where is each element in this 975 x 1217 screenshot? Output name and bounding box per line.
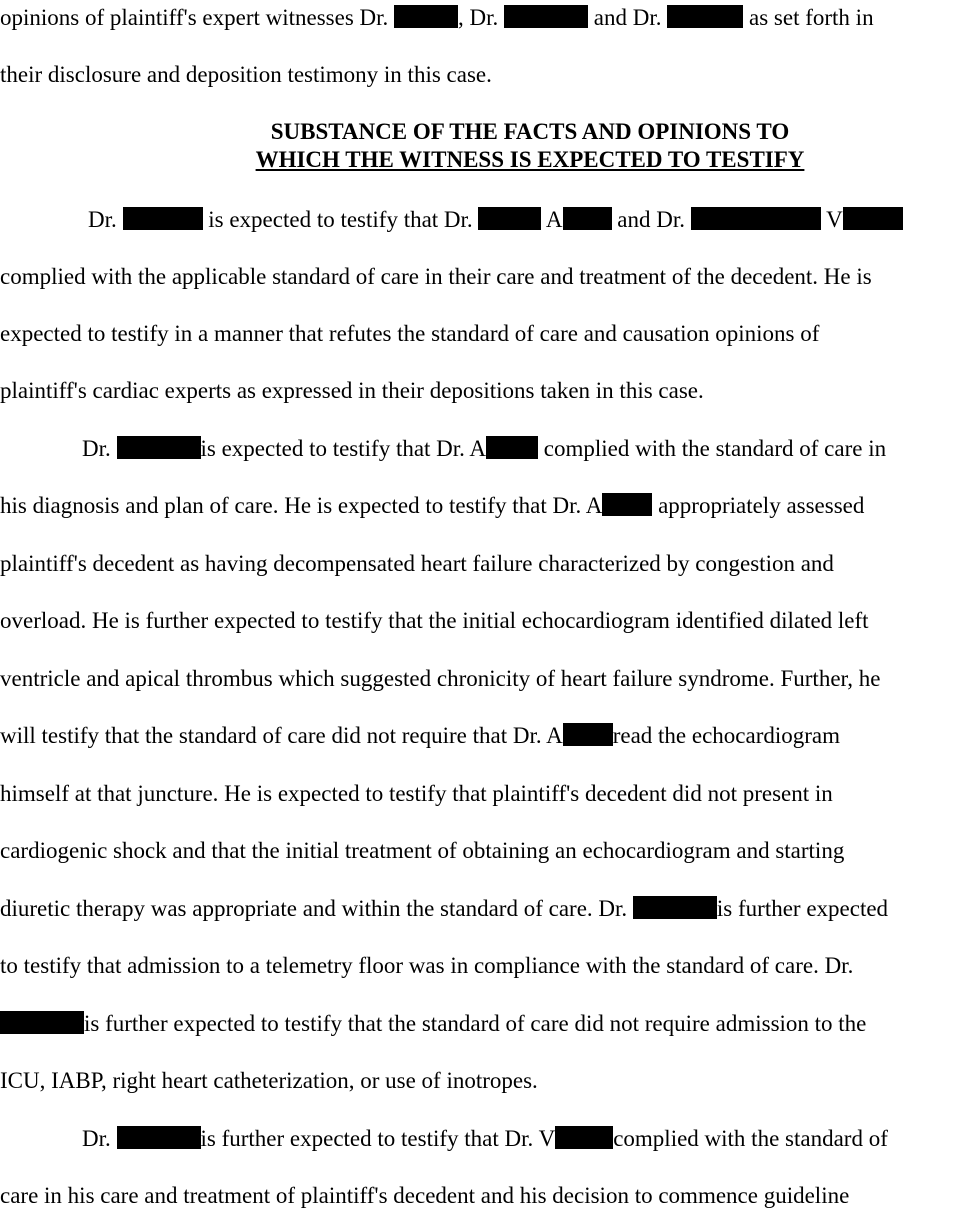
text-line <box>0 3 874 33</box>
text-segment: as set forth in <box>743 5 874 30</box>
text-line <box>0 606 869 636</box>
text-segment: overload. He is further expected to testify that the initial echocardiogram identified dilated left <box>0 608 869 633</box>
text-segment: , Dr. <box>458 5 505 30</box>
redaction-block <box>667 5 743 28</box>
text-line <box>0 319 819 349</box>
text-segment: is further expected to testify that Dr. V <box>200 1126 556 1151</box>
text-segment: cardiogenic shock and that the initial treatment of obtaining an echocardiogram and starting <box>0 838 845 863</box>
text-line <box>0 1009 866 1039</box>
redaction-block <box>633 896 717 919</box>
text-line <box>0 1066 538 1096</box>
text-segment: Dr. <box>88 207 123 232</box>
redaction-block <box>117 1126 201 1149</box>
text-line <box>0 836 844 866</box>
text-segment: plaintiff's cardiac experts as expressed in their depositions taken in this case. <box>0 378 704 403</box>
text-segment: himself at that juncture. He is expected to testify that plaintiff's decedent did not present in <box>0 781 833 806</box>
redaction-block <box>0 1011 84 1034</box>
text-line <box>0 664 880 694</box>
text-segment: plaintiff's decedent as having decompensated heart failure characterized by congestion and <box>0 551 834 576</box>
redaction-block <box>563 723 613 746</box>
text-line <box>0 60 492 90</box>
text-line <box>0 376 704 406</box>
text-line <box>0 894 888 924</box>
text-segment: read the echocardiogram <box>612 723 841 748</box>
text-segment: care in his care and treatment of plaintiff's decedent and his decision to commence guideline <box>0 1183 850 1208</box>
text-segment: and Dr. <box>588 5 668 30</box>
text-segment: V <box>820 207 843 232</box>
text-segment: is expected to testify that Dr. <box>202 207 479 232</box>
text-segment: Dr. <box>82 1126 117 1151</box>
heading-text: SUBSTANCE OF THE FACTS AND OPINIONS TO <box>270 119 790 144</box>
text-line <box>0 262 872 292</box>
text-segment: Dr. <box>82 436 117 461</box>
text-line <box>0 721 840 751</box>
section-heading-line-1 <box>0 118 975 146</box>
text-segment: to testify that admission to a telemetry floor was in compliance with the standard of care. Dr. <box>0 953 854 978</box>
text-segment: complied with the standard of <box>613 1126 888 1151</box>
heading-text: WHICH THE WITNESS IS EXPECTED TO TESTIFY <box>255 147 805 172</box>
text-segment: expected to testify in a manner that refutes the standard of care and causation opinions of <box>0 321 820 346</box>
text-segment: his diagnosis and plan of care. He is expected to testify that Dr. A <box>0 493 603 518</box>
redaction-block <box>843 207 903 230</box>
text-segment: complied with the applicable standard of care in their care and treatment of the decedent. He is <box>0 264 872 289</box>
text-segment: will testify that the standard of care did not require that Dr. A <box>0 723 563 748</box>
redaction-block <box>602 493 652 516</box>
text-line <box>0 549 834 579</box>
redaction-block <box>123 207 203 230</box>
text-line <box>0 1181 849 1211</box>
text-segment: diuretic therapy was appropriate and within the standard of care. Dr. <box>0 896 633 921</box>
section-heading-line-2 <box>0 146 975 174</box>
redaction-block <box>486 436 538 459</box>
redaction-block <box>563 207 612 230</box>
text-segment: their disclosure and deposition testimony in this case. <box>0 62 492 87</box>
text-line <box>88 205 903 235</box>
text-segment: and Dr. <box>611 207 691 232</box>
text-segment: is further expected to testify that the standard of care did not require admission to the <box>84 1011 867 1036</box>
text-segment: is expected to testify that Dr. A <box>200 436 487 461</box>
text-segment: A <box>541 207 563 232</box>
text-line <box>0 951 853 981</box>
text-line <box>0 779 833 809</box>
redaction-block <box>555 1126 613 1149</box>
text-line <box>82 434 886 464</box>
text-line <box>82 1124 888 1154</box>
redaction-block <box>478 207 541 230</box>
redaction-block <box>504 5 588 28</box>
text-segment: ICU, IABP, right heart catheterization, or use of inotropes. <box>0 1068 538 1093</box>
text-segment: is further expected <box>716 896 889 921</box>
text-segment: opinions of plaintiff's expert witnesses Dr. <box>0 5 395 30</box>
text-line <box>0 491 864 521</box>
redaction-block <box>691 207 821 230</box>
redaction-block <box>394 5 458 28</box>
text-segment: appropriately assessed <box>652 493 865 518</box>
redaction-block <box>117 436 201 459</box>
text-segment: complied with the standard of care in <box>538 436 887 461</box>
text-segment: ventricle and apical thrombus which suggested chronicity of heart failure syndrome. Further, he <box>0 666 881 691</box>
